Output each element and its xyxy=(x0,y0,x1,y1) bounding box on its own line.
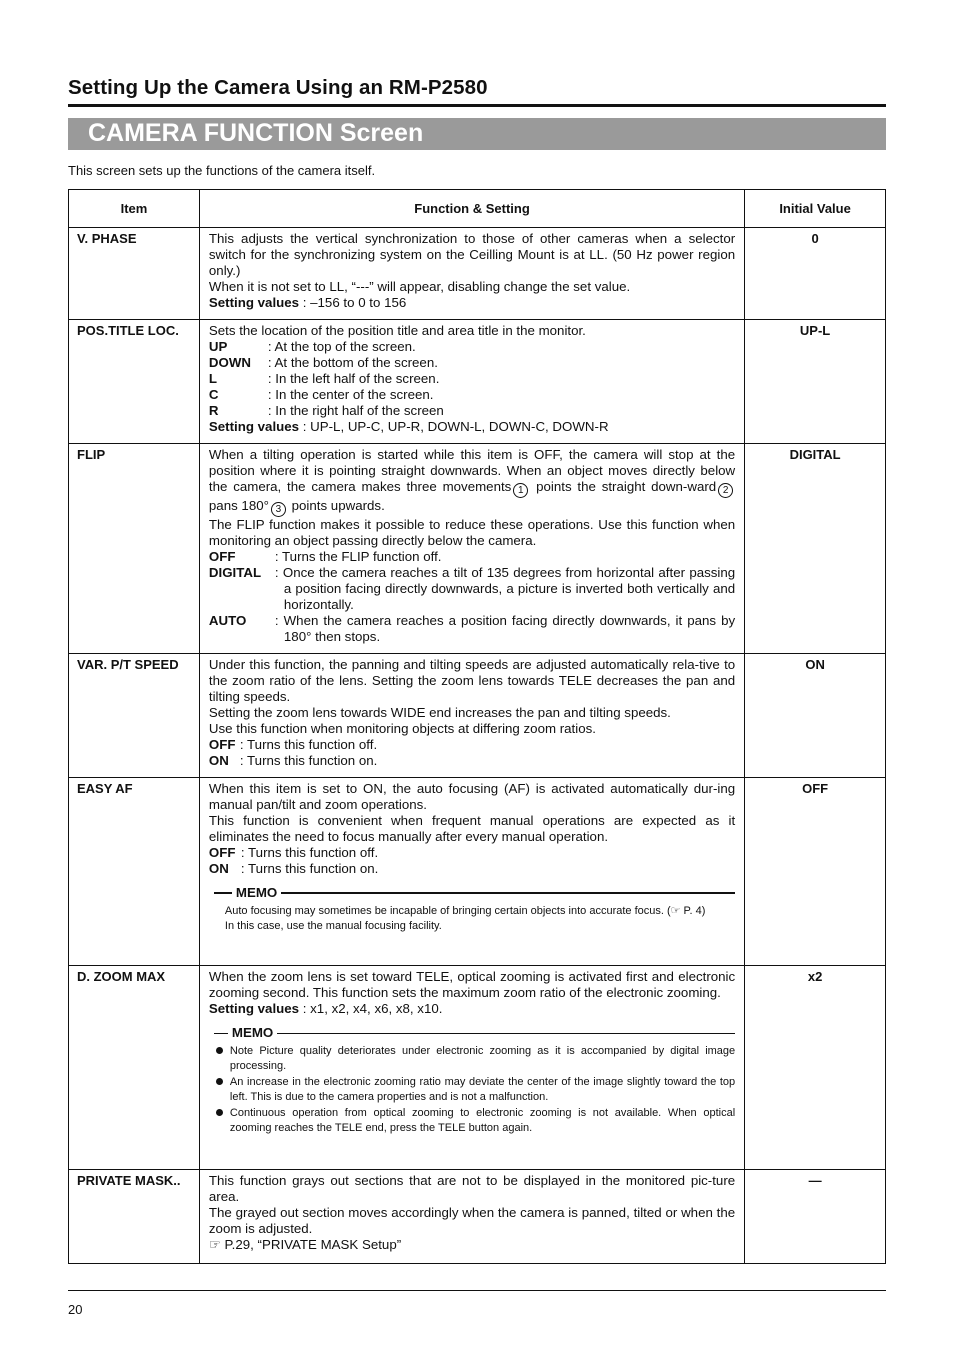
memo-box xyxy=(214,1025,735,1136)
memo-rule xyxy=(277,1033,735,1034)
function-description xyxy=(199,444,744,654)
option-row xyxy=(209,549,735,565)
option-desc: : Turns this function off. xyxy=(240,845,379,860)
initial-value: x2 xyxy=(745,966,886,1170)
bullet-dot-icon xyxy=(216,1106,230,1136)
desc-line: The grayed out section moves accordingly when the camera is panned, tilted or when the zoom is adjusted. xyxy=(208,1205,736,1236)
option-key: L xyxy=(208,371,218,386)
option-row xyxy=(209,339,735,355)
desc-line: Under this function, the panning and tilting speeds are adjusted automatically rela-tive to the zoom ratio of the lens. Setting the zoom lens towards TELE decreases the pan and tilting speeds. xyxy=(208,657,736,704)
option-row xyxy=(209,355,735,371)
bullet-dot-icon xyxy=(216,1075,230,1105)
desc-line: Setting the zoom lens towards WIDE end increases the pan and tilting speeds. xyxy=(208,705,671,720)
desc-text: points upwards. xyxy=(287,498,385,513)
memo-header xyxy=(214,885,735,901)
header-item: Item xyxy=(69,190,200,228)
setting-label: Setting values xyxy=(208,295,300,310)
screen-title: CAMERA FUNCTION Screen xyxy=(88,119,424,147)
option-desc: : In the right half of the screen xyxy=(267,403,444,418)
option-row xyxy=(209,565,735,613)
memo-box xyxy=(214,885,735,934)
setting-label: Setting values xyxy=(208,1001,300,1016)
memo-line: In this case, use the manual focusing facility. xyxy=(224,920,442,932)
memo-header xyxy=(214,1025,735,1041)
header-initial-value: Initial Value xyxy=(745,190,886,228)
camera-function-table xyxy=(68,189,886,1264)
option-key: ON xyxy=(208,753,229,768)
option-key: OFF xyxy=(208,549,236,564)
function-description xyxy=(199,654,744,778)
item-name: FLIP xyxy=(69,444,200,654)
memo-bullet xyxy=(216,1106,735,1136)
intro-text: This screen sets up the functions of the camera itself. xyxy=(68,163,376,178)
item-name: EASY AF xyxy=(69,778,200,966)
option-desc: : When the camera reaches a position facing directly downwards, it pans by 180° then stops. xyxy=(274,613,736,644)
table-row xyxy=(69,778,886,966)
table-row xyxy=(69,1170,886,1264)
option-desc: : Turns the FLIP function off. xyxy=(274,549,442,564)
option-key: R xyxy=(208,403,219,418)
option-key: OFF xyxy=(208,845,236,860)
initial-value: ON xyxy=(745,654,886,778)
desc-text: When a tilting operation is started while this item is OFF, the camera will stop at the position where it is pointing straight downwards. When an object moves directly below the camera, the camera makes three movements xyxy=(208,447,736,494)
table-row xyxy=(69,966,886,1170)
option-row xyxy=(209,403,735,419)
setting-label: Setting values xyxy=(208,419,300,434)
option-row xyxy=(209,861,735,877)
option-row xyxy=(209,371,735,387)
desc-text: pans 180° xyxy=(208,498,269,513)
setting-value: : UP-L, UP-C, UP-R, DOWN-L, DOWN-C, DOWN-R xyxy=(299,419,609,434)
option-key: DOWN xyxy=(208,355,252,370)
option-key: C xyxy=(208,387,219,402)
desc-line: This function is convenient when frequent manual operations are expected as it eliminates the need to focus manually after every manual operation. xyxy=(208,813,736,844)
option-desc: : Once the camera reaches a tilt of 135 degrees from horizontal after passing a position facing directly downwards, a picture is inverted both vertically and horizontally. xyxy=(274,565,736,612)
item-name: POS.TITLE LOC. xyxy=(69,320,200,444)
initial-value: 0 xyxy=(745,228,886,320)
setting-values xyxy=(209,295,735,311)
page-number: 20 xyxy=(68,1302,83,1317)
option-key: AUTO xyxy=(208,613,247,628)
page-reference: ☞ P.29, “PRIVATE MASK Setup” xyxy=(208,1237,402,1252)
function-description xyxy=(199,778,744,966)
option-row xyxy=(209,613,735,645)
desc-text: points the straight down-ward xyxy=(530,479,717,494)
memo-bullet-text: Note Picture quality deteriorates under electronic zooming as it is accompanied by digital image processing. xyxy=(229,1045,736,1072)
memo-body xyxy=(216,1044,735,1136)
function-description xyxy=(199,966,744,1170)
table-row xyxy=(69,320,886,444)
desc-line: The FLIP function makes it possible to reduce these operations. Use this function when monitoring an object passing directly below the camera. xyxy=(208,517,736,548)
option-key: ON xyxy=(208,861,229,876)
memo-bullet-text: Continuous operation from optical zooming to electronic zooming is not available. When optical zooming reaches the TELE end, press the TELE button again. xyxy=(229,1107,736,1134)
item-name: D. ZOOM MAX xyxy=(69,966,200,1170)
setting-values xyxy=(209,1001,735,1017)
initial-value: — xyxy=(745,1170,886,1264)
option-key: UP xyxy=(208,339,228,354)
desc-line: This function grays out sections that are not to be displayed in the monitored pic-ture area. xyxy=(208,1173,736,1204)
item-name: PRIVATE MASK.. xyxy=(69,1170,200,1264)
memo-bullet xyxy=(216,1075,735,1105)
step-3-marker: 3 xyxy=(271,502,286,517)
desc-line: When this item is set to ON, the auto focusing (AF) is activated automatically dur-ing manual pan/tilt and zoom operations. xyxy=(208,781,736,812)
option-desc: : Turns this function on. xyxy=(239,753,378,768)
footer-rule xyxy=(68,1290,886,1291)
initial-value: OFF xyxy=(745,778,886,966)
setting-value: : x1, x2, x4, x6, x8, x10. xyxy=(299,1001,443,1016)
option-desc: : In the left half of the screen. xyxy=(267,371,440,386)
option-key: DIGITAL xyxy=(208,565,262,580)
desc-line: Use this function when monitoring objects at differing zoom ratios. xyxy=(208,721,596,736)
desc-line xyxy=(209,447,735,517)
memo-title: MEMO xyxy=(231,1025,274,1040)
function-description xyxy=(199,320,744,444)
table-row xyxy=(69,228,886,320)
function-description xyxy=(199,1170,744,1264)
item-name: VAR. P/T SPEED xyxy=(69,654,200,778)
memo-line: Auto focusing may sometimes be incapable of bringing certain objects into accurate focus. (☞ P. 4) xyxy=(224,905,706,917)
desc-line: When the zoom lens is set toward TELE, optical zooming is activated first and electronic zooming second. This function sets the maximum zoom ratio of the electronic zooming. xyxy=(208,969,736,1000)
option-desc: : At the bottom of the screen. xyxy=(267,355,438,370)
memo-bullet-text: An increase in the electronic zooming ratio may deviate the center of the image slightly toward the top left. This is due to the camera properties and is not a malfunction. xyxy=(229,1076,736,1103)
memo-title: MEMO xyxy=(235,885,278,900)
step-1-marker: 1 xyxy=(513,483,528,498)
title-rule xyxy=(68,104,886,107)
memo-body xyxy=(225,904,735,934)
option-desc: : Turns this function off. xyxy=(239,737,378,752)
function-description xyxy=(199,228,744,320)
option-row xyxy=(209,753,735,769)
memo-bullet xyxy=(216,1044,735,1074)
setting-values xyxy=(209,419,735,435)
table-row xyxy=(69,654,886,778)
initial-value: DIGITAL xyxy=(745,444,886,654)
option-row xyxy=(209,737,735,753)
option-row xyxy=(209,845,735,861)
option-desc: : At the top of the screen. xyxy=(267,339,416,354)
desc-line: This adjusts the vertical synchronization to those of other cameras when a selector switch for the synchronizing system on the Ceilling Mount is at LL. (50 Hz power region only.) xyxy=(208,231,736,278)
screen-title-banner xyxy=(68,118,886,150)
option-desc: : Turns this function on. xyxy=(240,861,379,876)
memo-dash xyxy=(214,892,232,894)
item-name: V. PHASE xyxy=(69,228,200,320)
memo-rule xyxy=(281,892,735,894)
table-row xyxy=(69,444,886,654)
initial-value: UP-L xyxy=(745,320,886,444)
header-function: Function & Setting xyxy=(199,190,744,228)
bullet-dot-icon xyxy=(216,1044,230,1074)
desc-line: When it is not set to LL, “---” will appear, disabling change the set value. xyxy=(208,279,631,294)
option-key: OFF xyxy=(208,737,236,752)
setting-value: : –156 to 0 to 156 xyxy=(299,295,407,310)
memo-dash xyxy=(214,1033,228,1034)
step-2-marker: 2 xyxy=(718,483,733,498)
table-header-row xyxy=(69,190,886,228)
section-title: Setting Up the Camera Using an RM-P2580 xyxy=(68,76,488,99)
option-desc: : In the center of the screen. xyxy=(267,387,434,402)
option-row xyxy=(209,387,735,403)
desc-line: Sets the location of the position title and area title in the monitor. xyxy=(208,323,586,338)
